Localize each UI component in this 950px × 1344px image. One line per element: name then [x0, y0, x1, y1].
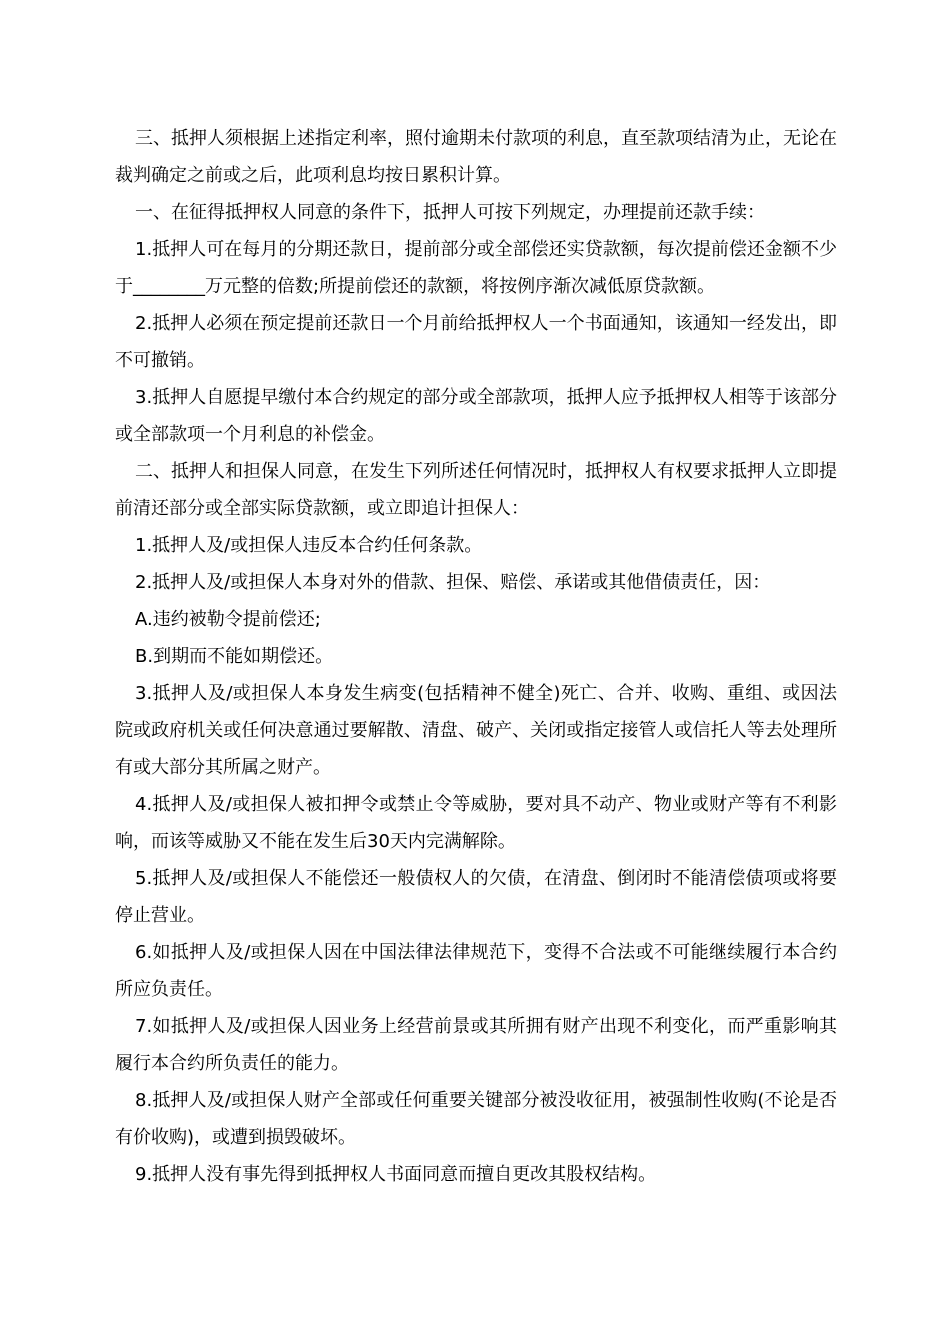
- document-page: [115, 120, 837, 1193]
- paragraph-default-2: 2.抵押人及/或担保人本身对外的借款、担保、赔偿、承诺或其他借债责任，因：: [135, 572, 771, 593]
- paragraph-default-9: 9.抵押人没有事先得到抵押权人书面同意而擅自更改其股权结构。: [135, 1164, 657, 1185]
- paragraph-default-6: 6.如抵押人及/或担保人因在中国法律法律规范下，变得不合法或不可能继续履行本合约所应负责任。: [115, 942, 837, 1000]
- paragraph-yi-prepayment: 一、在征得抵押权人同意的条件下，抵押人可按下列规定，办理提前还款手续：: [135, 202, 765, 223]
- paragraph-san-interest: 三、抵押人须根据上述指定利率，照付逾期未付款项的利息，直至款项结清为止，无论在裁判确定之前或之后，此项利息均按日累积计算。: [115, 128, 837, 186]
- paragraph-default-2a: A.违约被勒令提前偿还;: [135, 609, 321, 630]
- paragraph-default-5: 5.抵押人及/或担保人不能偿还一般债权人的欠债，在清盘、倒闭时不能清偿债项或将要停止营业。: [115, 868, 837, 926]
- paragraph-er-default-events: 二、抵押人和担保人同意，在发生下列所述任何情况时，抵押权人有权要求抵押人立即提前清还部分或全部实际贷款额，或立即追计担保人：: [115, 461, 837, 519]
- paragraph-default-1: 1.抵押人及/或担保人违反本合约任何条款。: [135, 535, 483, 556]
- paragraph-prepayment-3: 3.抵押人自愿提早缴付本合约规定的部分或全部款项，抵押人应予抵押权人相等于该部分或全部款项一个月利息的补偿金。: [115, 387, 837, 445]
- paragraph-prepayment-1: 1.抵押人可在每月的分期还款日，提前部分或全部偿还实贷款额，每次提前偿还金额不少于________万元整的倍数;所提前偿还的款额，将按例序渐次减低原贷款额。: [115, 239, 837, 297]
- paragraph-default-3: 3.抵押人及/或担保人本身发生病变(包括精神不健全)死亡、合并、收购、重组、或因法院或政府机关或任何决意通过要解散、清盘、破产、关闭或指定接管人或信托人等去处理所有或大部分其所属之财产。: [115, 683, 837, 778]
- paragraph-default-8: 8.抵押人及/或担保人财产全部或任何重要关键部分被没收征用，被强制性收购(不论是否有价收购)，或遭到损毁破坏。: [115, 1090, 837, 1148]
- paragraph-prepayment-2: 2.抵押人必须在预定提前还款日一个月前给抵押权人一个书面通知，该通知一经发出，即不可撤销。: [115, 313, 837, 371]
- paragraph-default-2b: B.到期而不能如期偿还。: [135, 646, 334, 667]
- paragraph-default-7: 7.如抵押人及/或担保人因业务上经营前景或其所拥有财产出现不利变化，而严重影响其履行本合约所负责任的能力。: [115, 1016, 837, 1074]
- paragraph-default-4: 4.抵押人及/或担保人被扣押令或禁止令等威胁，要对具不动产、物业或财产等有不利影响，而该等威胁又不能在发生后30天内完满解除。: [115, 794, 837, 852]
